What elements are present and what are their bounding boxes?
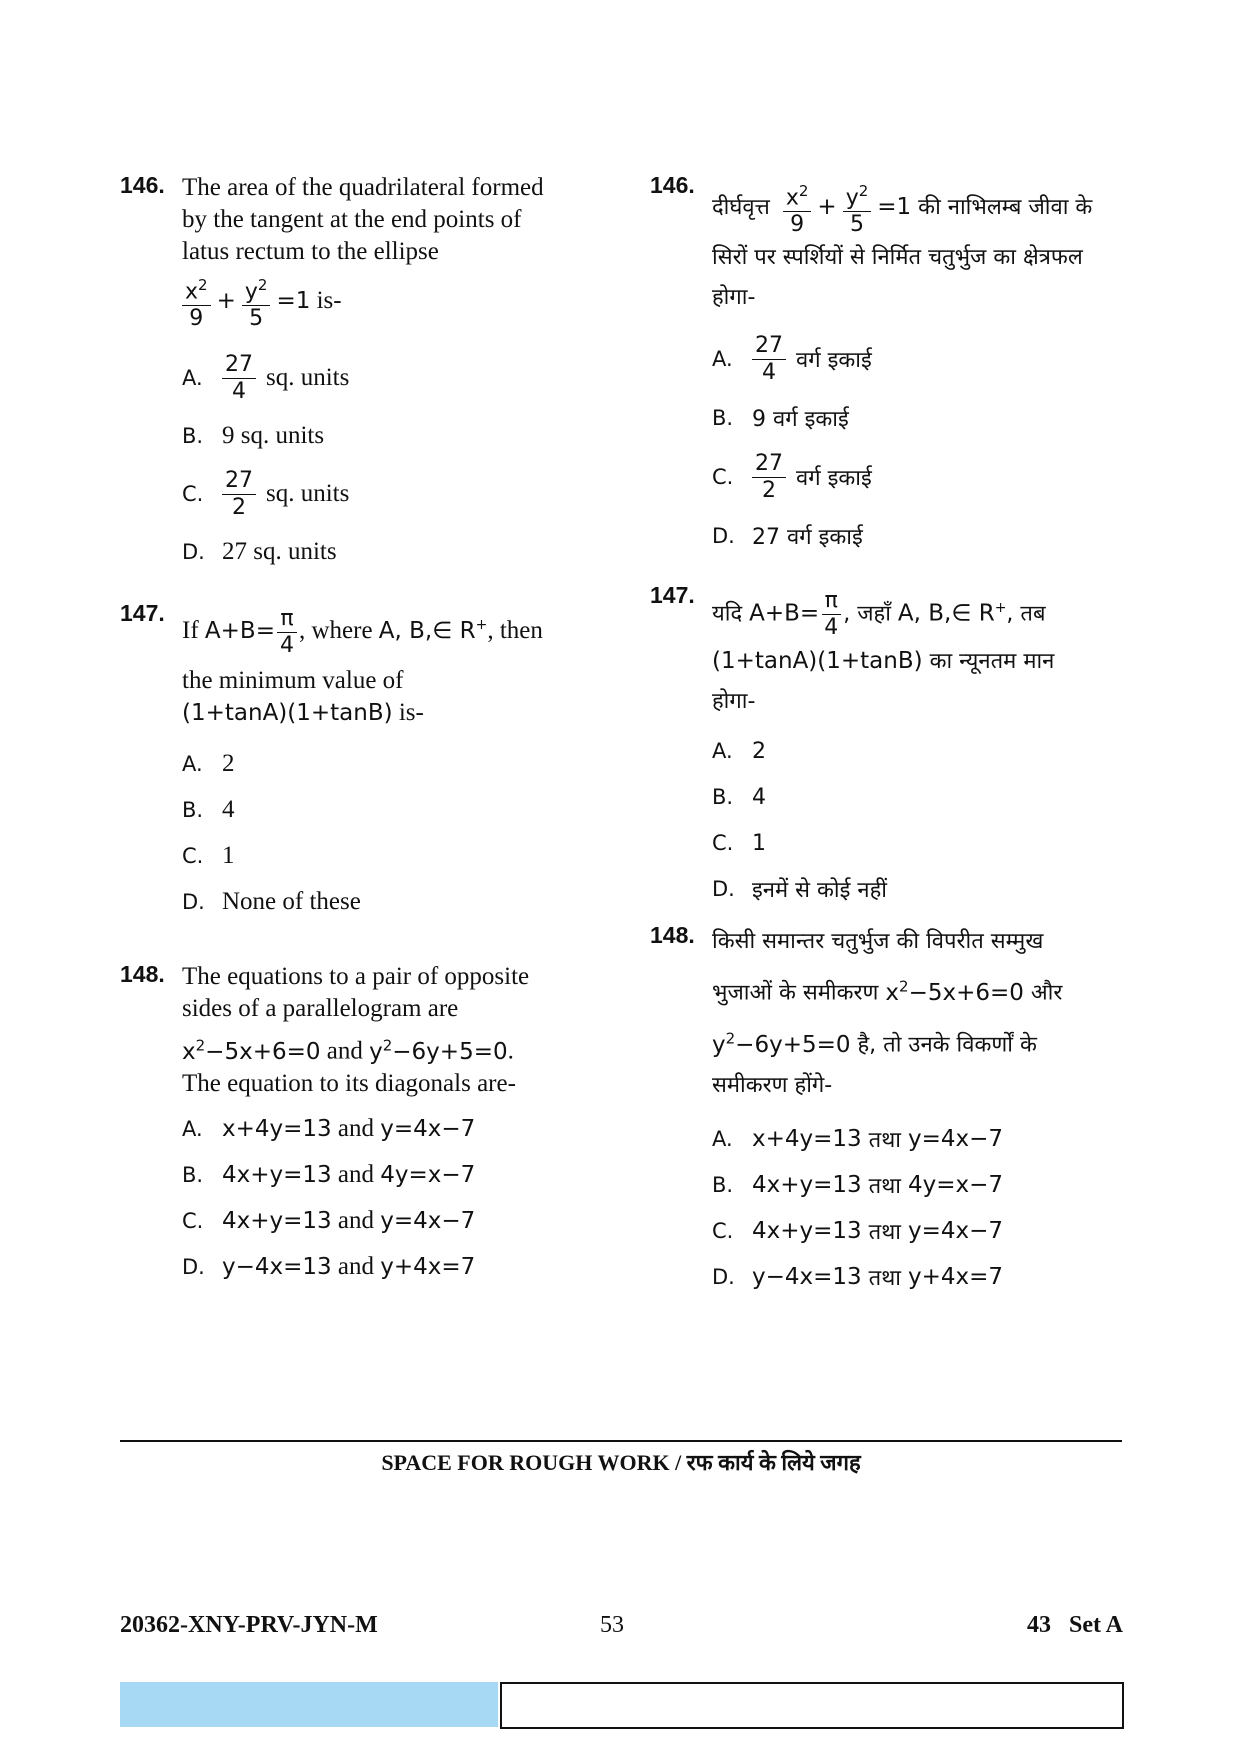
fraction: $\frac{y^2}{5}$ (843, 178, 872, 238)
option-a: A. 2 (712, 738, 766, 764)
rough-work-divider (120, 1440, 1122, 1442)
fraction: $\frac{x^2}{9}$ (783, 178, 812, 238)
option-c: C. 1 (712, 830, 766, 856)
fraction: $\frac{27}{4}$ (222, 352, 256, 405)
fraction: $\frac{y^2}{5}$ (242, 272, 271, 332)
question-number: 147. (650, 582, 695, 609)
option-a: A. $\frac{27}{4}$ sq. units (182, 351, 350, 404)
rough-work-label: SPACE FOR ROUGH WORK / रफ कार्य के लिये जगह (381, 1450, 861, 1475)
question-text: latus rectum to the ellipse (182, 238, 439, 265)
question-147-en (120, 600, 640, 925)
question-text: (1+tanA)(1+tanB) is- (182, 699, 424, 727)
question-148-en (120, 961, 640, 1290)
english-column (120, 172, 640, 1290)
option-a: A. x+4y=13 तथा y=4x−7 (712, 1125, 1004, 1153)
question-text: किसी समान्तर चतुर्भुज की विपरीत सम्मुख (712, 929, 1044, 955)
question-number: 148. (120, 961, 165, 988)
question-text: $y^2-6y+5=0$ है, तो उनके विकर्णों के (712, 1028, 1037, 1058)
question-text: The equations to a pair of opposite (182, 963, 530, 991)
question-text: दीर्घवृत्त $\frac{x^2}{9}$ + $\frac{y^2}{5}$ =1 की नाभिलम्ब जीवा के (712, 178, 1130, 238)
fraction: $\frac{\pi}{4}$ (821, 588, 841, 641)
option-a: A. 2 (182, 750, 235, 778)
question-number: 148. (650, 922, 695, 949)
option-d: D. 27 sq. units (182, 538, 337, 566)
fraction: $\frac{\pi}{4}$ (277, 606, 297, 659)
option-b: B. 9 वर्ग इकाई (712, 406, 849, 433)
question-text: the minimum value of (182, 667, 404, 695)
question-text: The area of the quadrilateral formed (182, 174, 544, 201)
option-b: B. 4 (712, 784, 766, 810)
question-text: होगा- (712, 689, 756, 715)
question-text: The equation to its diagonals are- (182, 1069, 516, 1097)
fraction: $\frac{27}{4}$ (752, 333, 786, 386)
option-c: C. 4x+y=13 and y=4x−7 (182, 1206, 476, 1234)
option-d: D. 27 वर्ग इकाई (712, 524, 863, 551)
ellipse-equation: $\frac{x^2}{9}$ + $\frac{y^2}{5}$ =1 is- (182, 272, 640, 332)
option-c: C. 1 (182, 842, 235, 870)
question-text: sides of a parallelogram are (182, 995, 459, 1023)
option-c: C. $\frac{27}{2}$ sq. units (182, 467, 350, 520)
option-c: C. $\frac{27}{2}$ वर्ग इकाई (712, 450, 872, 503)
footer-blank-box (500, 1682, 1124, 1729)
question-number: 147. (120, 600, 165, 627)
question-text: होगा- (712, 285, 756, 311)
question-number: 146. (650, 172, 695, 198)
question-146-en (120, 172, 640, 578)
option-d: D. y−4x=13 and y+4x=7 (182, 1252, 476, 1280)
option-b: B. 9 sq. units (182, 422, 325, 450)
paper-code: 20362-XNY-PRV-JYN-M (120, 1612, 378, 1638)
question-text: यदि A+B= $\frac{\pi}{4}$ , जहाँ A, B,∈ R+, तब (712, 588, 1046, 641)
option-b: B. 4x+y=13 तथा 4y=x−7 (712, 1171, 1004, 1199)
page-number: 53 (600, 1612, 624, 1638)
question-text: $x^2-5x+6=0$ and $y^2-6y+5=0$. (182, 1036, 514, 1065)
set-label: 43 Set A (1027, 1612, 1123, 1638)
option-d: D. इनमें से कोई नहीं (712, 877, 888, 904)
fraction: $\frac{27}{2}$ (752, 451, 786, 504)
question-text: (1+tanA)(1+tanB) का न्यूनतम मान (712, 648, 1055, 675)
question-147-hi (650, 582, 1130, 912)
hindi-column (650, 172, 1130, 1300)
question-146-hi (650, 172, 1130, 562)
option-b: B. 4x+y=13 and 4y=x−7 (182, 1160, 476, 1188)
option-a: A. x+4y=13 and y=4x−7 (182, 1114, 476, 1142)
question-148-hi (650, 922, 1130, 1299)
option-a: A. $\frac{27}{4}$ वर्ग इकाई (712, 332, 872, 385)
question-text: If A+B= $\frac{\pi}{4}$ , where A, B,∈ R+, then (182, 606, 543, 659)
question-text: समीकरण होंगे- (712, 1072, 833, 1098)
option-c: C. 4x+y=13 तथा y=4x−7 (712, 1217, 1004, 1245)
fraction: $\frac{27}{2}$ (222, 468, 256, 521)
question-text: भुजाओं के समीकरण $x^2-5x+6=0$ और (712, 977, 1063, 1006)
option-b: B. 4 (182, 796, 235, 824)
question-text: सिरों पर स्पर्शियों से निर्मित चतुर्भुज का क्षेत्रफल (712, 245, 1083, 271)
option-d: D. None of these (182, 888, 361, 916)
fraction: $\frac{x^2}{9}$ (182, 272, 211, 332)
question-text: by the tangent at the end points of (182, 206, 522, 233)
option-d: D. y−4x=13 तथा y+4x=7 (712, 1263, 1004, 1291)
footer-color-bar (120, 1682, 498, 1727)
question-number: 146. (120, 172, 165, 198)
